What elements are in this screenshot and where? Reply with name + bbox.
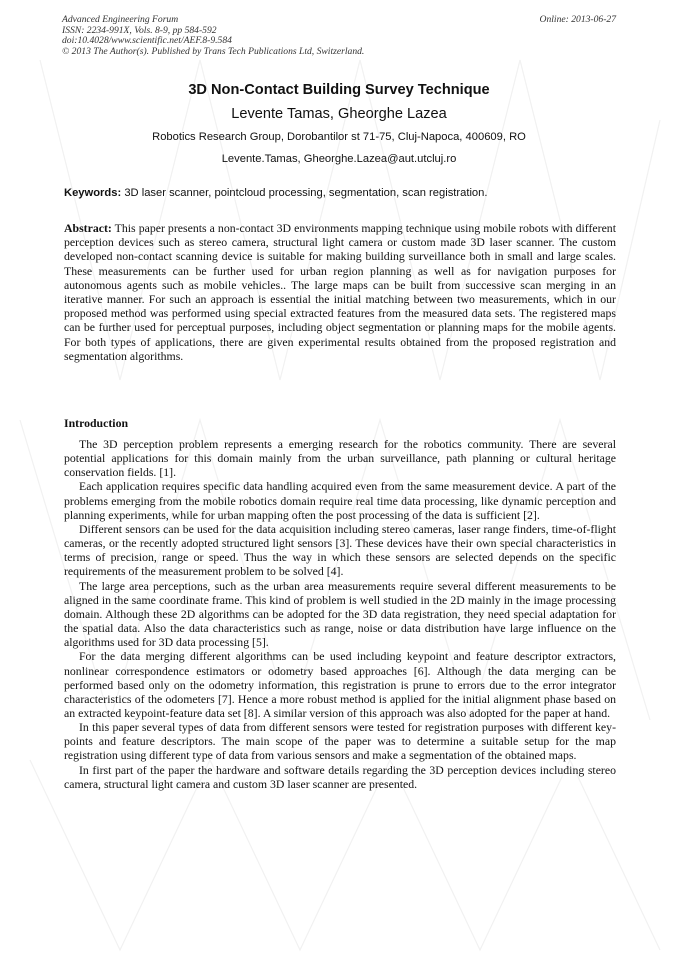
author-email: Levente.Tamas, Gheorghe.Lazea@aut.utcluj.ro <box>221 153 457 165</box>
intro-paragraph: In this paper several types of data from different sensors were tested for registration purposes with different key-points and feature descriptors. The main scope of the paper was to determine a suitable setup for the map registration using different type of data from various sensors and make a segmentation of the obtained maps. <box>64 720 616 763</box>
paper-authors: Levente Tamas, Gheorghe Lazea <box>231 106 447 122</box>
journal-header <box>62 15 616 57</box>
author-affiliation: Robotics Research Group, Dorobantilor st 71-75, Cluj-Napoca, 400609, RO <box>152 131 526 143</box>
intro-paragraph: In first part of the paper the hardware and software details regarding the 3D perception devices including stereo camera, structural light camera and custom 3D laser scanner are presented. <box>64 762 616 791</box>
keywords <box>64 187 616 199</box>
online-date: Online: 2013-06-27 <box>539 14 616 25</box>
intro-paragraph: The 3D perception problem represents a emerging research for the robotics community. There are several potential applications for this domain mainly from the urban surveillance, path planning or cultural heritage conservation fields. [1]. <box>64 437 616 480</box>
abstract-text: This paper presents a non-contact 3D environments mapping technique using mobile robots with different perception devices such as stereo camera, structural light camera or custom made 3D laser scanner. The custom developed non-contact scanning device is suitable for making building surveillance both in small and large scales. These measurements can be further used for urban region planning as well as for navigation purposes for autonomous agents such as mobile vehicles.. The large maps can be built from successive scan merging in an iterative manner. For such an approach is essential the initial matching between two measurements, which in our proposed method was performed using special extracted features from the measured data sets. The registered maps can be further used for perceptual purposes, including object segmentation or planning maps for the mobile agents. For both types of applications, there are given experimental results obtained from the proposed registration and segmentation algorithms. <box>64 221 616 363</box>
abstract <box>64 221 616 363</box>
intro-paragraph: The large area perceptions, such as the urban area measurements require several different measurements to be aligned in the same coordinate frame. This kind of problem is well studied in the 2D mainly in the image processing domain. Although these 2D algorithms can be adopted for the 3D data registration, they need special adaptation for the spatial data. Also the data characteristics such as range, noise or data distribution have large influence on the algorithms used for 3D data processing [5]. <box>64 578 616 650</box>
intro-paragraph: Each application requires specific data handling acquired even from the same measurement device. A part of the problems emerging from the mobile robotics domain require real time data processing, like dynamic perception and planning experiments, while for urban mapping often the post processing of the data is sufficient [2]. <box>64 479 616 522</box>
keywords-text: 3D laser scanner, pointcloud processing, segmentation, scan registration. <box>124 187 488 199</box>
abstract-label: Abstract: <box>64 221 112 235</box>
intro-paragraph: Different sensors can be used for the data acquisition including stereo cameras, laser range finders, time-of-flight cameras, or the recently adopted structured light sensors [3]. These devices have their own special characteristics in terms of precision, range or speed. Thus the way in which these sensors are selected depends on the specific requirements of the measurement problem to be solved [4]. <box>64 521 616 579</box>
section-heading-introduction: Introduction <box>64 416 129 430</box>
journal-name: Advanced Engineering Forum <box>62 14 179 25</box>
paper-title: 3D Non-Contact Building Survey Technique <box>188 82 490 98</box>
doi-line: doi:10.4028/www.scientific.net/AEF.8-9.584 <box>62 35 232 47</box>
copyright-line: © 2013 The Author(s). Published by Trans Tech Publications Ltd, Switzerland. <box>62 45 365 57</box>
issn-line: ISSN: 2234-991X, Vols. 8-9, pp 584-592 <box>62 24 217 36</box>
introduction-body <box>64 437 616 791</box>
intro-paragraph: For the data merging different algorithms can be used including keypoint and feature descriptor extractors, nonlinear correspondence estimators or odometry based approaches [6]. Although the data merging can be performed based only on the odometry information, this registration is prune to errors due to the error integrator characteristics of the odometers [7]. Hence a more robust method is applied for the initial alignment phase based on an extracted keypoint-feature data set [8]. A similar version of this approach was also adopted for the paper at hand. <box>64 649 616 720</box>
keywords-label: Keywords: <box>64 187 122 199</box>
